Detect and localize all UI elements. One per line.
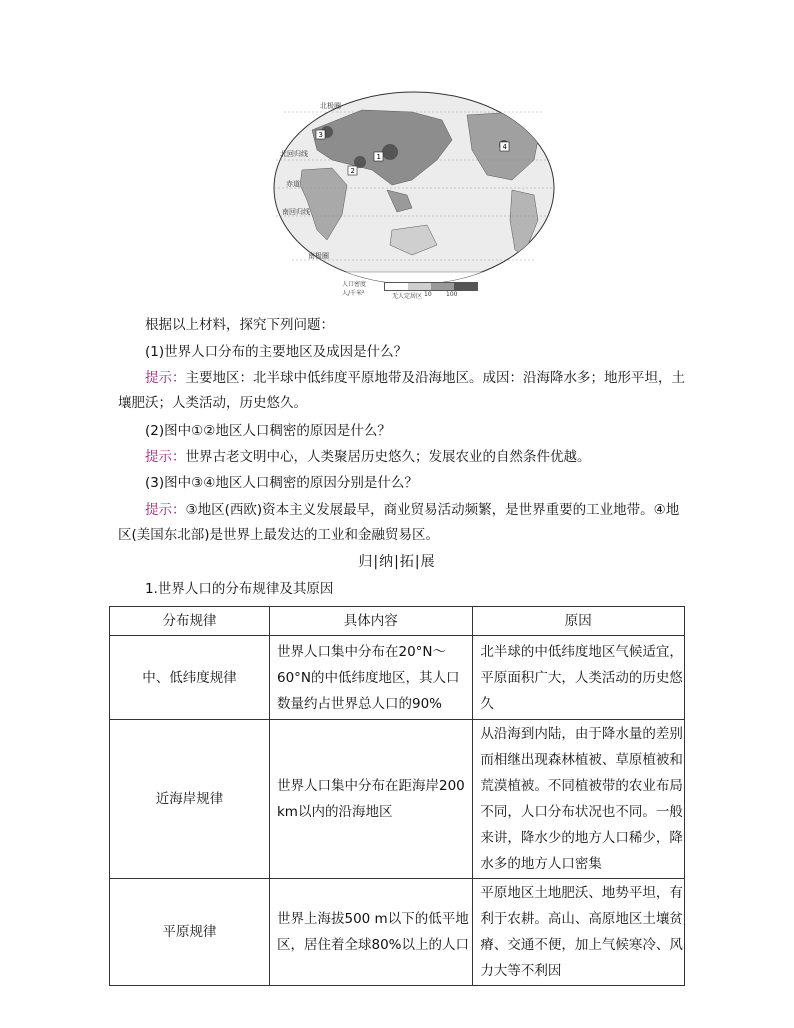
answer-2-text: 世界古老文明中心，人类聚居历史悠久；发展农业的自然条件优越。 [185, 449, 591, 465]
detail-cell: 世界人口集中分布在20°N～60°N的中低纬度地区，其人口数量约占世界总人口的90% [269, 636, 472, 720]
header-reason: 原因 [473, 607, 685, 636]
answer-2 [118, 445, 688, 470]
legend-color-bar [384, 282, 478, 291]
hint-label: 提示： [145, 370, 186, 386]
table-header-row [110, 607, 685, 636]
legend-tick-none: 无人定居区 [392, 293, 423, 300]
label-arctic-circle: 北极圈 [320, 102, 341, 110]
svg-text:4: 4 [502, 143, 507, 151]
reason-cell: 从沿海到内陆，由于降水量的差别而相继出现森林植被、草原植被和荒漠植被。不同植被带的农业布局不同，人口分布状况也不同。一般来讲，降水少的地方人口稀少，降水多的地方人口密集 [473, 720, 685, 879]
detail-cell: 世界上海拔500 m以下的低平地区，居住着全球80%以上的人口 [269, 879, 472, 986]
population-density-legend [342, 281, 552, 299]
distribution-table [109, 606, 685, 986]
marker-4 [500, 142, 509, 151]
svg-text:2: 2 [350, 167, 355, 175]
label-antarctic-circle: 南极圈 [308, 252, 329, 260]
answer-3 [118, 498, 688, 548]
table-row [110, 636, 685, 720]
sub-title: 1.世界人口的分布规律及其原因 [145, 581, 334, 597]
table-row [110, 720, 685, 879]
marker-2 [348, 166, 357, 175]
svg-text:3: 3 [318, 131, 323, 139]
answer-1 [118, 366, 688, 416]
reason-cell: 平原地区土地肥沃、地势平坦，有利于农耕。高山、高原地区土壤贫瘠、交通不便，加上气候寒冷、风力大等不利因 [473, 879, 685, 986]
legend-tick-10: 10 [424, 291, 432, 298]
rule-cell: 平原规律 [110, 879, 270, 986]
answer-3-text: ③地区(西欧)资本主义发展最早，商业贸易活动频繁，是世界重要的工业地带。④地区(美国东北部)是世界上最发达的工业和金融贸易区。 [118, 502, 680, 543]
question-1: (1)世界人口分布的主要地区及成因是什么？ [145, 344, 408, 360]
detail-cell: 世界人口集中分布在距海岸200 km以内的沿海地区 [269, 720, 472, 879]
header-detail: 具体内容 [269, 607, 472, 636]
legend-title: 人口密度 [342, 281, 367, 288]
map-graphic [272, 90, 557, 285]
marker-1 [374, 152, 383, 161]
svg-text:1: 1 [376, 153, 381, 161]
legend-swatch-high [454, 283, 477, 290]
hint-label: 提示： [145, 502, 186, 518]
reason-cell: 北半球的中低纬度地区气候适宜，平原面积广大，人类活动的历史悠久 [473, 636, 685, 720]
legend-tick-100: 100 [446, 291, 458, 298]
header-rule: 分布规律 [110, 607, 270, 636]
world-population-map [272, 90, 557, 300]
legend-swatch-none [385, 283, 408, 290]
rule-cell: 中、低纬度规律 [110, 636, 270, 720]
label-tropic-capricorn: 南回归线 [282, 208, 310, 216]
label-tropic-cancer: 北回归线 [280, 150, 308, 158]
rule-cell: 近海岸规律 [110, 720, 270, 879]
question-3: (3)图中③④地区人口稠密的原因分别是什么？ [145, 475, 418, 491]
hint-label: 提示： [145, 449, 186, 465]
legend-swatch-low [408, 283, 431, 290]
legend-unit: 人/千米² [342, 290, 365, 297]
answer-1-text: 主要地区：北半球中低纬度平原地带及沿海地区。成因：沿海降水多；地形平坦，土壤肥沃；人类活动，历史悠久。 [118, 370, 685, 411]
table-row [110, 879, 685, 986]
label-equator: 赤道 [286, 180, 300, 188]
intro-text: 根据以上材料，探究下列问题： [145, 317, 334, 333]
marker-3 [316, 130, 325, 139]
legend-swatch-mid [431, 283, 454, 290]
question-2: (2)图中①②地区人口稠密的原因是什么？ [145, 423, 391, 439]
section-title: 归|纳|拓|展 [358, 554, 436, 570]
